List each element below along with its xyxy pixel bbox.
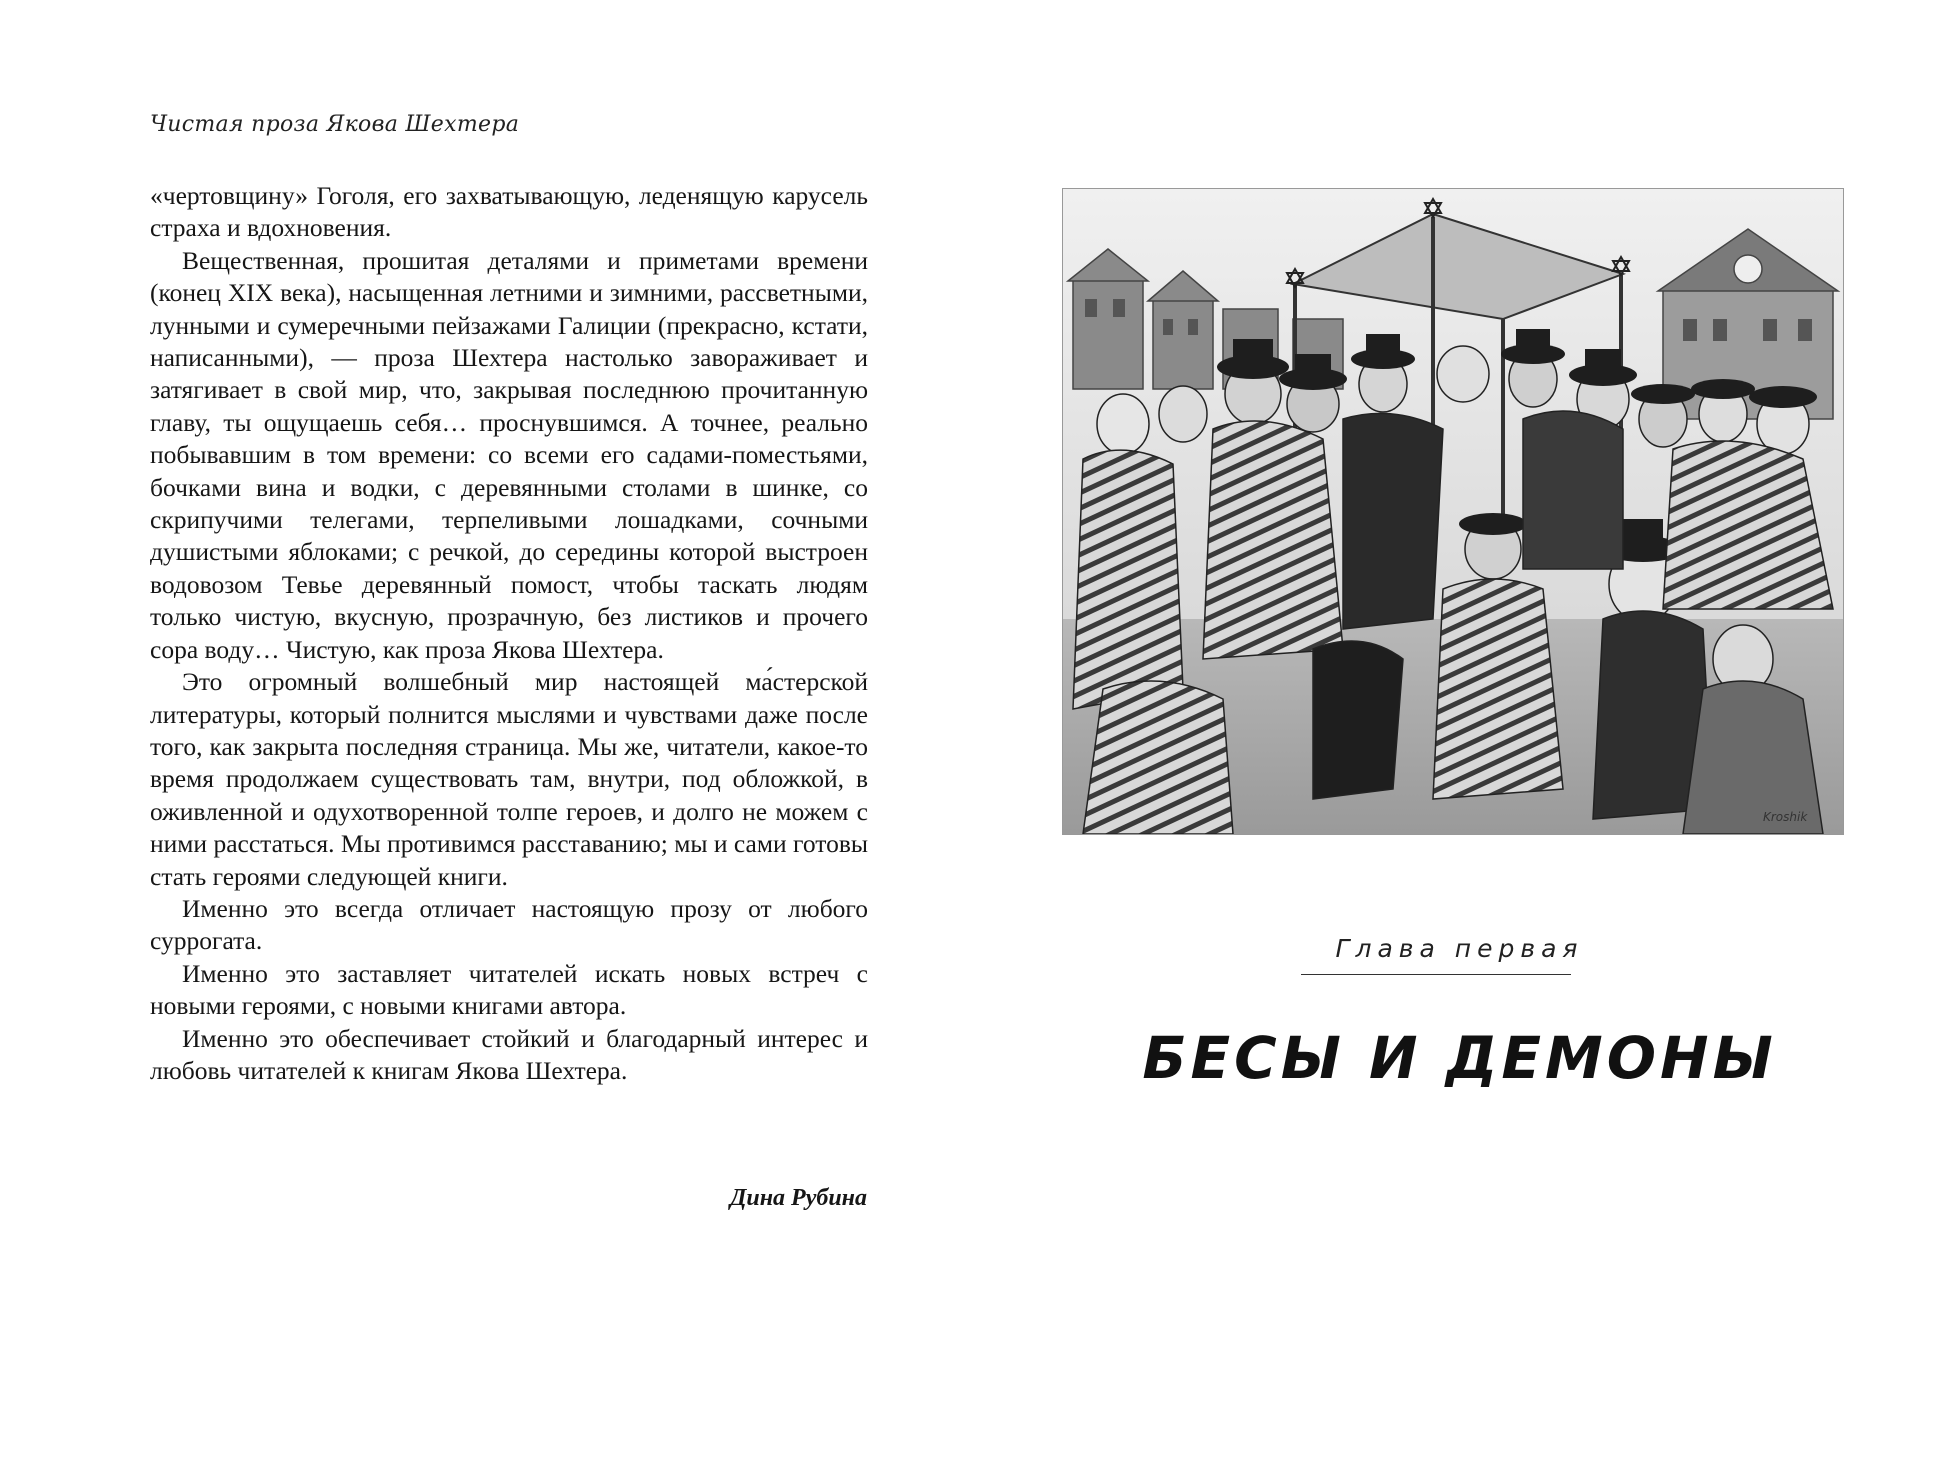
paragraph: Именно это обеспечивает стойкий и благодарный интерес и любовь читателей к книгам Якова Шехтера. <box>150 1023 868 1085</box>
running-head: Чистая проза Якова Шехтера <box>150 112 520 137</box>
chapter-divider <box>1301 974 1571 975</box>
chapter-illustration <box>1062 188 1844 835</box>
body-text <box>150 180 868 1087</box>
painting-signature: Kroshik <box>1763 810 1808 824</box>
paragraph: Это огромный волшебный мир настоящей ма́стерской литературы, который полнится мыслями и чувствами даже после того, как закрыта последняя страница. Мы же, читатели, какое-то время продолжаем существовать там, внутри, под обложкой, в оживленной и одухотворенной толпе героев, и долго не можем с ними расстаться. Мы противимся расставанию; мы и сами готовы стать героями следующей книги. <box>150 667 868 891</box>
wedding-painting <box>1063 189 1843 834</box>
paragraph: Именно это всегда отличает настоящую прозу от любого суррогата. <box>150 893 868 956</box>
chapter-title: БЕСЫ И ДЕМОНЫ <box>1142 1024 1777 1092</box>
paragraph: Именно это заставляет читателей искать новых встреч с новыми героями, с новыми книгами автора. <box>150 958 868 1021</box>
paragraph: «чертовщину» Гоголя, его захватывающую, леденящую карусель страха и вдохновения. <box>150 181 868 243</box>
paragraph: Вещественная, прошитая деталями и приметами времени (конец XIX века), насыщенная летними и зимними, рассветными, лунными и сумеречными пейзажами Галиции (прекрасно, кстати, написанными), — проза Шехтера настолько завораживает и затягивает в свой мир, что, закрывая последнюю прочитанную главу, ты ощущаешь себя… проснувшимся. А точнее, реально побывавшим в том времени: со всеми его садами-поместьями, бочками вина и водки, с деревянными столами в шинке, со скрипучими телегами, терпеливыми лошадками, сочными душистыми яблоками; с речкой, до середины которой выстроен водовозом Тевье деревянный помост, чтобы таскать людям только чистую, вкусную, прозрачную, без листиков и прочего сора воду… Чистую, как проза Якова Шехтера. <box>150 245 868 664</box>
right-page <box>973 0 1946 1476</box>
chapter-label: Глава первая <box>1335 934 1584 963</box>
author-signature: Дина Рубина <box>729 1185 867 1211</box>
